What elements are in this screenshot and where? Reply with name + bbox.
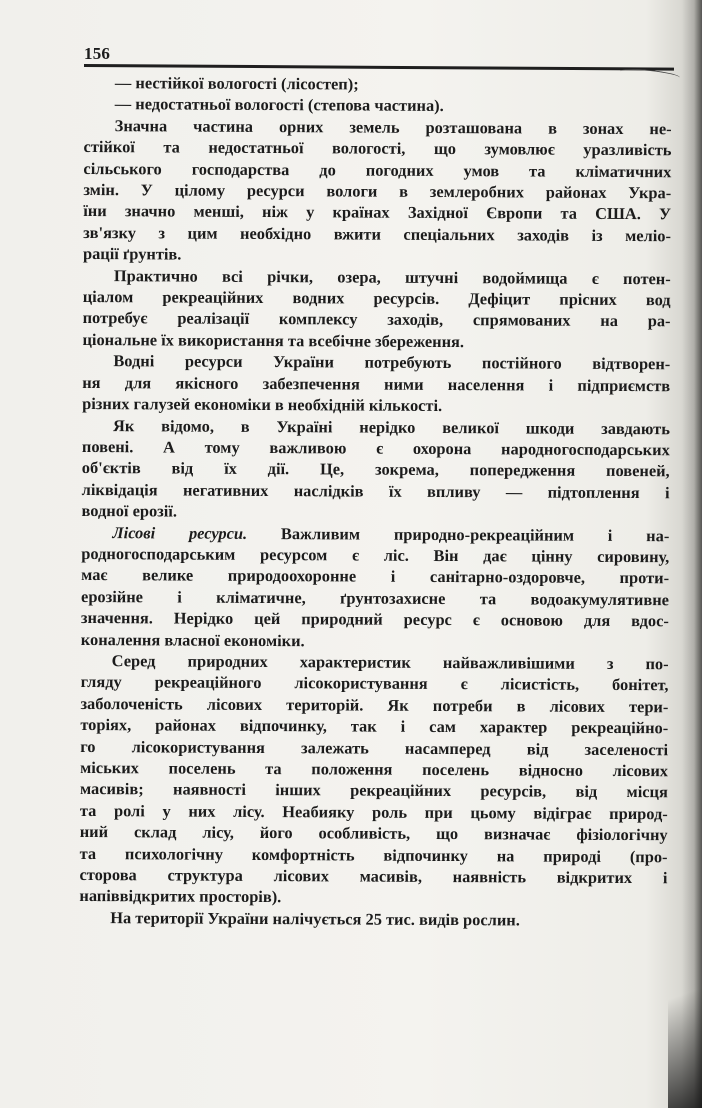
text-line: сторова структура лісових масивів, наявність відкритих і (79, 865, 668, 888)
text-line: ціалом рекреаційних водних ресурсів. Дефіцит прісних вод (82, 287, 671, 310)
header-rule (84, 64, 674, 71)
text-line: міських поселень та положення поселень відносно лісових (80, 757, 669, 781)
text-line: зв'язку з цим необхідно вжити спеціальних заходів із меліо- (83, 222, 672, 246)
text-line: Серед природних характеристик найважливішими з по- (111, 651, 669, 674)
text-line: змін. У цілому ресурси вологи в землеробних районах Укра- (83, 180, 672, 203)
text-line: значення. Нерідко цей природний ресурс є основою для вдос- (80, 608, 669, 631)
text-line: стійкої та недостатньої вологості, що зумовлює уразливість (83, 137, 672, 160)
text-line: Як відомо, в Україні нерідко великої шкоди завдають (112, 415, 670, 438)
text-line: Значна частина орних земель розташована в зонах не- (114, 115, 672, 139)
text-line: На території України налічується 25 тис. видів рослин. (110, 908, 520, 930)
section-term: Лісові ресурси. (112, 522, 248, 543)
text-line: масивів; наявності інших рекреаційних ресурсів, від місця (79, 779, 668, 802)
text-line: коналення власної економіки. (80, 629, 305, 650)
page-number: 156 (84, 44, 111, 63)
text-line: ціональне їх використання та всебічне збереження. (82, 329, 465, 352)
text-line: ний склад лісу, його особливість, що визначає фізіологічну (79, 822, 668, 845)
text-line: рації ґрунтів. (82, 244, 182, 264)
text-line: водної ерозії. (81, 501, 178, 521)
text-line: об'єктів від їх дії. Це, зокрема, попередження повеней, (81, 458, 670, 481)
text-line: повені. А тому важливою є охорона народногосподарських (81, 436, 670, 460)
body-text (79, 72, 672, 932)
text-line: різних галузей економіки в необхідній кількості. (82, 394, 443, 416)
text-line: сільського господарства до погодних умов та кліматичних (83, 158, 672, 181)
text-line: — недостатньої вологості (степова частина). (114, 94, 444, 116)
text-line: їни значно менші, ніж у країнах Західної Європи та США. У (83, 201, 672, 224)
page-corner-shadow (668, 948, 702, 1108)
text-line: має велике природоохоронне і санітарно-оздоровче, проти- (81, 565, 670, 588)
text-line: ня для якісного забезпечення ними населення і підприємств (82, 372, 671, 395)
text-line: — нестійкої вологості (лісостеп); (114, 73, 359, 94)
text-line: гляду рекреаційного лісокористування є лісистість, бонітет, (80, 672, 669, 695)
text-line: Водні ресурси України потребують постійного відтворен- (113, 351, 671, 374)
text-line: торіях, районах відпочинку, так і сам характер рекреаційно- (80, 715, 669, 738)
text-line: та психологічну комфортність відпочинку на природі (про- (79, 843, 668, 866)
text-line: потребує реалізації комплексу заходів, спрямованих на ра- (82, 308, 671, 331)
text-line: родногосподарським ресурсом є ліс. Він дає цінну сировину, (81, 543, 670, 567)
text-line: го лісокористування залежать насамперед від заселеності (80, 736, 669, 759)
text-line: заболоченість лісових територій. Як потреби в лісових тери- (80, 693, 669, 717)
text-line: напіввідкритих просторів). (79, 886, 282, 907)
text-line: та ролі у них лісу. Неабияку роль при цьому відіграє природ- (79, 800, 668, 824)
text-line: Практично всі річки, озера, штучні водоймища є потен- (113, 265, 671, 288)
spine-shadow (682, 0, 702, 1108)
text-line: ерозійне і кліматичне, ґрунтозахисне та водоакумулятивне (81, 586, 670, 610)
section-line-rest: Важливим природно-рекреаційним і на- (247, 523, 670, 545)
text-line: ліквідація негативних наслідків їх впливу — підтоплення і (81, 479, 670, 502)
